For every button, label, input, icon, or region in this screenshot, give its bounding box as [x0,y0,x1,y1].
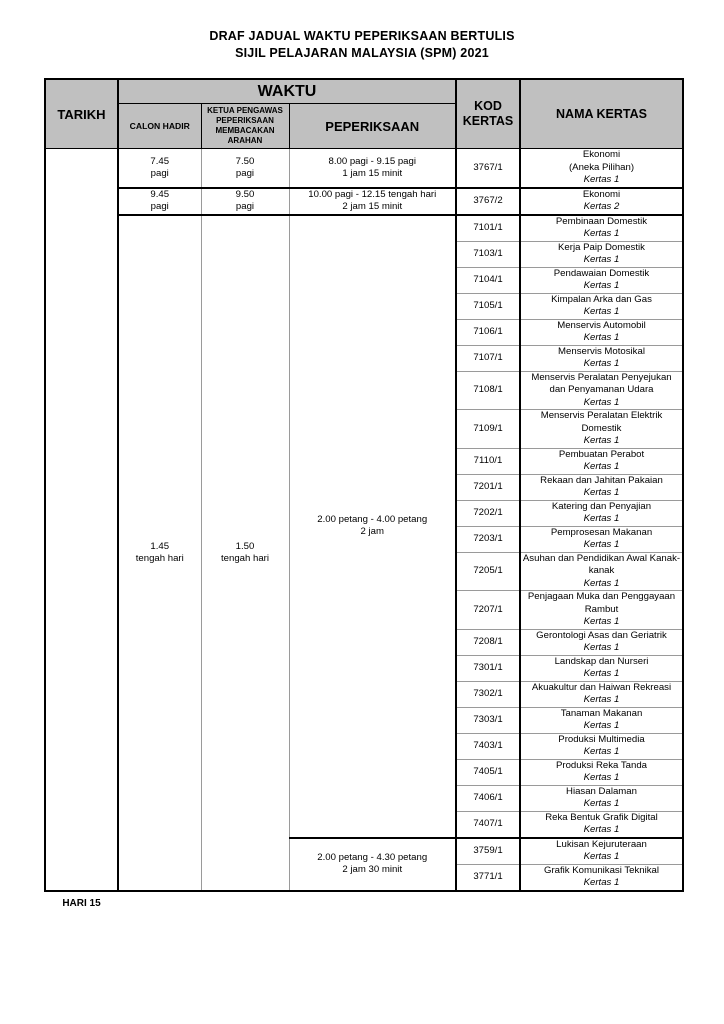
nama-kertas-cell [520,838,683,865]
kod-kertas-cell: 7406/1 [456,785,520,811]
kertas-number: Kertas 1 [583,772,620,783]
kertas-number: Kertas 2 [583,201,620,212]
nama-kertas-cell [520,733,683,759]
kod-kertas-cell: 7403/1 [456,733,520,759]
nama-kertas-line-1: Menservis Peralatan Elektrik [540,410,663,421]
header-waktu: WAKTU [118,79,456,104]
exam-schedule-table [44,78,684,910]
table-row [45,215,683,242]
kertas-number: Kertas 1 [583,577,620,589]
kod-kertas-cell: 7407/1 [456,811,520,838]
kertas-number: Kertas 1 [583,642,620,653]
ketua-pengawas-time-line-2: tengah hari [220,552,269,564]
nama-kertas-line-1: Menservis Automobil [557,319,646,331]
table-body [45,149,683,910]
nama-kertas-cell [520,552,683,591]
kod-kertas-cell: 3759/1 [456,838,520,865]
nama-kertas-cell [520,319,683,345]
calon-hadir-time [118,215,201,891]
peperiksaan-time-line-2: 2 jam 15 minit [342,201,403,212]
header-tarikh: TARIKH [45,79,118,149]
ketua-pengawas-time-line-1: 1.50 [235,540,255,552]
nama-kertas-cell [520,785,683,811]
kod-kertas-cell: 7107/1 [456,345,520,371]
nama-kertas-line-1: Pembuatan Perabot [558,448,645,460]
kertas-number: Kertas 1 [583,513,620,524]
kertas-number: Kertas 1 [583,720,620,731]
peperiksaan-time [289,149,456,188]
kertas-number: Kertas 1 [583,616,620,627]
nama-kertas-cell [520,474,683,500]
kertas-number: Kertas 1 [583,487,620,498]
kod-kertas-cell: 7104/1 [456,267,520,293]
title-line-1: DRAF JADUAL WAKTU PEPERIKSAAN BERTULIS [209,29,515,43]
kod-kertas-cell: 7208/1 [456,629,520,655]
peperiksaan-time-line-2: 2 jam 30 minit [342,864,403,875]
kod-kertas-cell: 3767/2 [456,188,520,215]
nama-kertas-line-1: Landskap dan Nurseri [554,655,649,667]
table-row [45,149,683,188]
kod-kertas-cell: 7101/1 [456,215,520,242]
nama-kertas-cell [520,410,683,449]
kod-kertas-cell: 7201/1 [456,474,520,500]
kod-kertas-cell: 7106/1 [456,319,520,345]
kertas-number: Kertas 1 [583,877,620,888]
kod-kertas-cell: 3771/1 [456,864,520,891]
nama-kertas-line-1: Produksi Multimedia [558,733,645,745]
kod-kertas-cell: 7110/1 [456,448,520,474]
kertas-number: Kertas 1 [583,461,620,472]
nama-kertas-cell [520,707,683,733]
calon-hadir-time-line-2: tengah hari [135,552,184,564]
kod-kertas-cell: 7303/1 [456,707,520,733]
calon-hadir-time-line-1: 1.45 [150,540,170,552]
header-nama-kertas: NAMA KERTAS [520,79,683,149]
date-label: HARI 15 [62,898,101,910]
kertas-number: Kertas 1 [583,539,620,550]
kod-kertas-cell: 7109/1 [456,410,520,449]
ketua-pengawas-time-line-1: 7.50 [235,155,255,167]
date-cell [45,149,118,910]
peperiksaan-time [289,838,456,891]
kod-kertas-cell: 7302/1 [456,681,520,707]
nama-kertas-cell [520,591,683,630]
peperiksaan-time [289,215,456,838]
calon-hadir-time-line-1: 7.45 [150,155,170,167]
header-calon-hadir: CALON HADIR [118,104,201,149]
nama-kertas-cell [520,864,683,891]
kod-kertas-cell: 3767/1 [456,149,520,188]
kertas-number: Kertas 1 [583,668,620,679]
kod-kertas-cell: 7203/1 [456,526,520,552]
kertas-number: Kertas 1 [583,254,620,265]
nama-kertas-cell [520,681,683,707]
kertas-number: Kertas 1 [583,332,620,343]
kertas-number: Kertas 1 [583,798,620,809]
calon-hadir-time-line-2: pagi [150,167,169,179]
nama-kertas-line-1: Kerja Paip Domestik [558,241,645,253]
nama-kertas-cell [520,629,683,655]
nama-kertas-line-1: Hiasan Dalaman [566,785,637,797]
kertas-number: Kertas 1 [583,851,620,862]
nama-kertas-cell [520,526,683,552]
nama-kertas-line-1: Lukisan Kejuruteraan [556,838,647,850]
header-peperiksaan: PEPERIKSAAN [289,104,456,149]
nama-kertas-line-1: Ekonomi [582,149,621,160]
ketua-pengawas-time-line-2: pagi [235,167,255,179]
ketua-pengawas-time-line-1: 9.50 [235,189,255,200]
nama-kertas-line-1: Kimpalan Arka dan Gas [551,293,652,305]
kod-kertas-cell: 7405/1 [456,759,520,785]
nama-kertas-cell [520,371,683,410]
nama-kertas-line-1: Menservis Peralatan Penyejukan [531,371,672,383]
ketua-pengawas-time [201,215,289,891]
kod-kertas-cell: 7205/1 [456,552,520,591]
nama-kertas-line-1: Grafik Komunikasi Teknikal [544,864,659,876]
nama-kertas-line-1: Produksi Reka Tanda [555,759,648,771]
peperiksaan-time-line-1: 10.00 pagi - 12.15 tengah hari [308,189,437,200]
kertas-number: Kertas 1 [583,694,620,705]
peperiksaan-time-line-1: 2.00 petang - 4.00 petang [317,514,428,525]
nama-kertas-line-1: Reka Bentuk Grafik Digital [545,811,658,823]
ketua-pengawas-time [201,188,289,215]
kertas-number: Kertas 1 [583,396,620,408]
header-ketua-pengawas: KETUA PENGAWAS PEPERIKSAAN MEMBACAKAN ARAHAN [201,104,289,149]
nama-kertas-cell [520,215,683,242]
document-title [0,0,724,62]
nama-kertas-line-1: Penjagaan Muka dan Penggayaan [527,591,676,602]
nama-kertas-line-2: dan Penyamanan Udara [549,384,654,395]
calon-hadir-time-line-2: pagi [150,201,169,212]
kertas-number: Kertas 1 [583,746,620,757]
kertas-number: Kertas 1 [583,824,620,835]
nama-kertas-line-1: Katering dan Penyajian [551,500,652,512]
table-header [45,79,683,149]
kertas-number: Kertas 1 [583,280,620,291]
peperiksaan-time-line-1: 2.00 petang - 4.30 petang [317,852,428,863]
nama-kertas-line-1: Akuakultur dan Haiwan Rekreasi [531,681,672,693]
header-kod-kertas: KOD KERTAS [456,79,520,149]
kertas-number: Kertas 1 [583,435,620,446]
table-row [45,188,683,215]
kod-kertas-cell: 7105/1 [456,293,520,319]
header-row-top [45,79,683,104]
nama-kertas-cell [520,188,683,215]
ketua-pengawas-time-line-2: pagi [235,201,255,212]
nama-kertas-line-2: Domestik [581,422,622,434]
nama-kertas-line-1: Pemprosesan Makanan [550,526,653,538]
nama-kertas-cell [520,149,683,188]
nama-kertas-line-1: Tanaman Makanan [560,707,643,719]
kertas-number: Kertas 1 [583,306,620,317]
nama-kertas-cell [520,655,683,681]
nama-kertas-cell [520,448,683,474]
peperiksaan-time-line-2: 2 jam [360,526,384,537]
nama-kertas-cell [520,267,683,293]
peperiksaan-time-line-2: 1 jam 15 minit [342,167,403,179]
peperiksaan-time [289,188,456,215]
title-line-2: SIJIL PELAJARAN MALAYSIA (SPM) 2021 [235,46,489,60]
kertas-number: Kertas 1 [583,174,620,185]
kod-kertas-cell: 7301/1 [456,655,520,681]
ketua-pengawas-time [201,149,289,188]
nama-kertas-cell [520,759,683,785]
nama-kertas-cell [520,293,683,319]
nama-kertas-cell [520,241,683,267]
nama-kertas-line-1: Pembinaan Domestik [555,215,648,227]
calon-hadir-time-line-1: 9.45 [150,189,170,200]
kod-kertas-cell: 7207/1 [456,591,520,630]
nama-kertas-line-1: Asuhan dan Pendidikan Awal Kanak- [522,552,681,564]
nama-kertas-line-1: Rekaan dan Jahitan Pakaian [540,474,663,486]
nama-kertas-line-2: Rambut [584,603,619,615]
nama-kertas-line-1: Ekonomi [582,188,621,200]
kod-kertas-cell: 7103/1 [456,241,520,267]
peperiksaan-time-line-1: 8.00 pagi - 9.15 pagi [328,155,416,167]
kod-kertas-cell: 7108/1 [456,371,520,410]
nama-kertas-line-2: kanak [588,565,615,576]
nama-kertas-cell [520,811,683,838]
nama-kertas-cell [520,500,683,526]
nama-kertas-line-1: Menservis Motosikal [558,345,645,357]
nama-kertas-line-1: Pendawaian Domestik [553,267,650,279]
kertas-number: Kertas 1 [583,228,620,239]
nama-kertas-line-1: Gerontologi Asas dan Geriatrik [536,629,667,641]
kertas-number: Kertas 1 [583,358,620,369]
nama-kertas-cell [520,345,683,371]
calon-hadir-time [118,149,201,188]
calon-hadir-time [118,188,201,215]
nama-kertas-line-2: (Aneka Pilihan) [568,161,635,173]
kod-kertas-cell: 7202/1 [456,500,520,526]
